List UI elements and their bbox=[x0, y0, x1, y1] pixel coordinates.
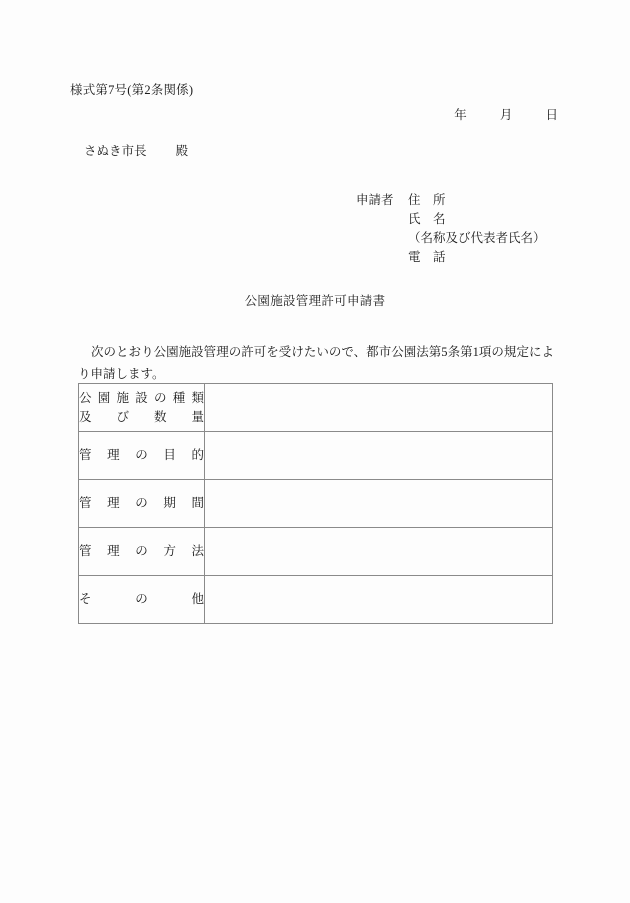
table-row bbox=[79, 384, 553, 432]
date-line bbox=[0, 105, 558, 123]
applicant-field-name: 氏 名 bbox=[408, 212, 446, 226]
row-value-other[interactable] bbox=[205, 576, 553, 624]
form-number: 様式第7号(第2条関係) bbox=[70, 83, 194, 97]
addressee-honorific: 殿 bbox=[175, 144, 189, 158]
row-label-line: 管理の方法 bbox=[79, 544, 204, 558]
applicant-row-phone bbox=[356, 247, 546, 266]
row-label-line: 公園施設の種類 bbox=[79, 390, 204, 405]
addressee-recipient: さぬき市長 bbox=[84, 144, 147, 158]
row-label-line: 管理の期間 bbox=[79, 496, 204, 510]
applicant-row-entity-name bbox=[356, 228, 546, 247]
row-value-management-period[interactable] bbox=[205, 480, 553, 528]
row-label-management-period bbox=[79, 480, 205, 528]
month-label: 月 bbox=[499, 108, 513, 122]
applicant-field-entity-name: （名称及び代表者氏名） bbox=[408, 231, 546, 245]
application-table bbox=[78, 383, 553, 624]
applicant-block bbox=[356, 190, 546, 266]
applicant-row-name bbox=[356, 209, 546, 228]
row-value-facility-type-quantity[interactable] bbox=[205, 384, 553, 432]
addressee bbox=[84, 141, 188, 159]
table-row bbox=[79, 432, 553, 480]
day-label: 日 bbox=[545, 108, 558, 122]
table-row bbox=[79, 480, 553, 528]
row-label-line: 管理の目的 bbox=[79, 448, 204, 462]
row-label-other bbox=[79, 576, 205, 624]
row-value-management-purpose[interactable] bbox=[205, 432, 553, 480]
applicant-label: 申請者 bbox=[356, 193, 394, 207]
table-row bbox=[79, 576, 553, 624]
row-label-management-method bbox=[79, 528, 205, 576]
applicant-field-address: 住 所 bbox=[408, 193, 446, 207]
row-label-management-purpose bbox=[79, 432, 205, 480]
applicant-field-phone: 電 話 bbox=[408, 250, 446, 264]
row-value-management-method[interactable] bbox=[205, 528, 553, 576]
table-row bbox=[79, 528, 553, 576]
applicant-row-address bbox=[356, 190, 546, 209]
row-label-line: その他 bbox=[79, 592, 204, 606]
document-title: 公園施設管理許可申請書 bbox=[244, 294, 386, 308]
row-label-line: 及び数量 bbox=[79, 409, 204, 424]
year-label: 年 bbox=[454, 108, 467, 122]
body-paragraph: 次のとおり公園施設管理の許可を受けたいので、都市公園法第5条第1項の規定により申請します。 bbox=[78, 345, 554, 381]
row-label-facility-type-quantity bbox=[79, 384, 205, 432]
